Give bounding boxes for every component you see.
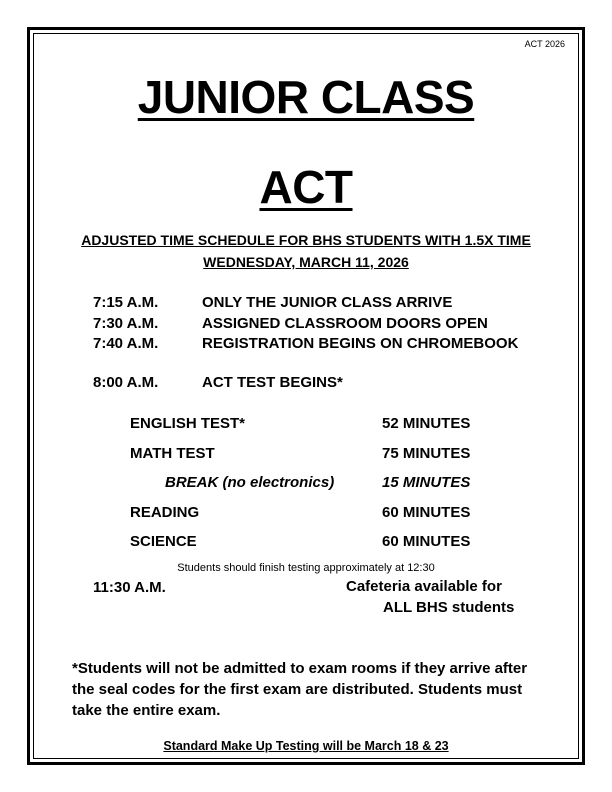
cafeteria-time: 11:30 A.M. (93, 579, 166, 596)
schedule-desc: ONLY THE JUNIOR CLASS ARRIVE (202, 294, 453, 311)
page-border-inner (33, 33, 579, 759)
break-duration: 15 MINUTES (382, 474, 471, 491)
schedule-time: 8:00 A.M. (93, 374, 159, 391)
schedule-desc: ASSIGNED CLASSROOM DOORS OPEN (202, 315, 488, 332)
makeup-testing-note: Standard Make Up Testing will be March 18 & 23 (163, 739, 449, 753)
title-line-1: JUNIOR CLASS (137, 71, 475, 123)
subtitle-line-1: ADJUSTED TIME SCHEDULE FOR BHS STUDENTS WITH 1.5X TIME (81, 232, 531, 248)
cafeteria-line-2: ALL BHS students (383, 599, 515, 616)
title-line-2: ACT (259, 161, 353, 213)
schedule-time: 7:40 A.M. (93, 335, 159, 352)
test-name: READING (130, 504, 200, 521)
schedule-time: 7:30 A.M. (93, 315, 159, 332)
subtitle-date: WEDNESDAY, MARCH 11, 2026 (203, 254, 409, 270)
admission-warning: *Students will not be admitted to exam rooms if they arrive after the seal codes for the first exam are distributed. Students must take the entire exam. (72, 660, 528, 719)
test-duration: 60 MINUTES (382, 533, 471, 550)
cafeteria-line-1: Cafeteria available for (346, 578, 502, 595)
test-name: SCIENCE (130, 533, 197, 550)
test-duration: 52 MINUTES (382, 415, 471, 432)
test-duration: 75 MINUTES (382, 445, 471, 462)
finish-note: Students should finish testing approximately at 12:30 (177, 562, 435, 574)
schedule-desc: ACT TEST BEGINS* (202, 374, 343, 391)
test-name: ENGLISH TEST* (130, 415, 246, 432)
schedule-time: 7:15 A.M. (93, 294, 159, 311)
break-name: BREAK (no electronics) (165, 474, 335, 491)
document-code: ACT 2026 (524, 39, 565, 49)
test-duration: 60 MINUTES (382, 504, 471, 521)
schedule-desc: REGISTRATION BEGINS ON CHROMEBOOK (202, 335, 519, 352)
test-name: MATH TEST (130, 445, 215, 462)
